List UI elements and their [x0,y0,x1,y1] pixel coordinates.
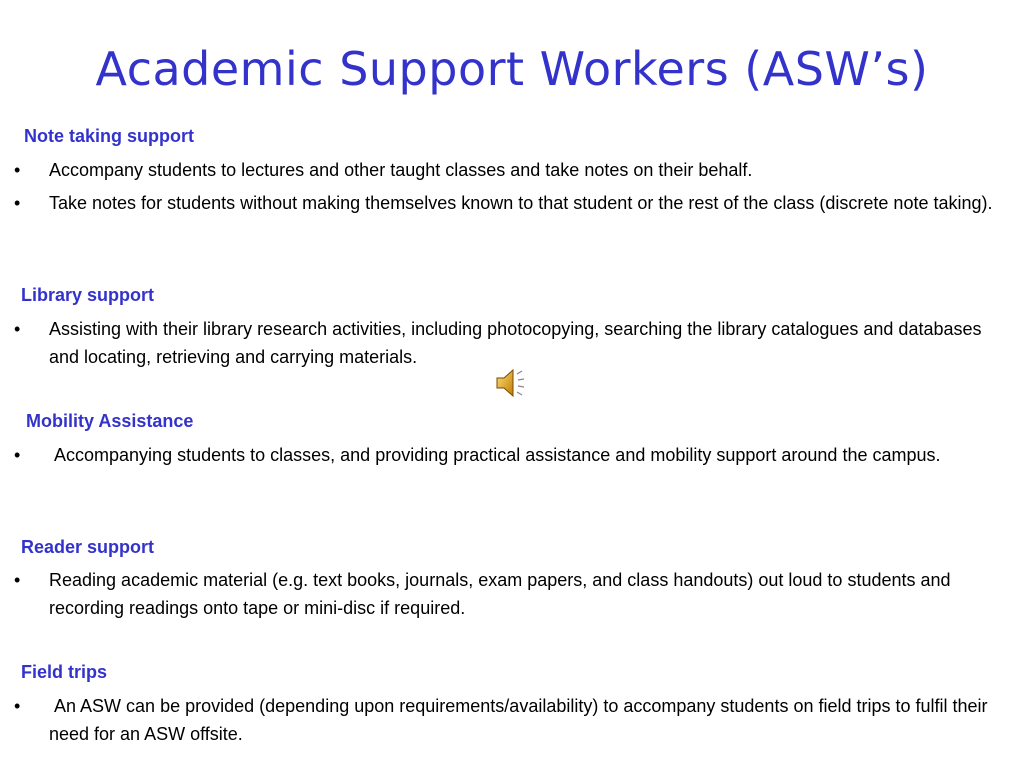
bullet-marker: • [14,319,21,339]
section-heading-field-trips: Field trips [21,662,108,682]
bullet-text: An ASW can be provided (depending upon requirements/availability) to accompany students on field trips to fulfil their need for an ASW offsite. [49,696,993,744]
bullet-marker: • [14,445,21,465]
bullet-text: Reading academic material (e.g. text books, journals, exam papers, and class handouts) out loud to students and recording readings onto tape or mini-disc if required. [49,570,951,618]
bullet-marker: • [14,160,21,180]
bullet-marker: • [14,696,21,716]
bullet-text: Accompany students to lectures and other taught classes and take notes on their behalf. [49,160,753,180]
bullet-marker: • [14,193,21,213]
section-heading-note-taking: Note taking support [24,126,194,146]
slide-title: Academic Support Workers (ASW’s) [95,42,929,96]
speaker-icon[interactable] [494,366,528,400]
bullet-text: Accompanying students to classes, and providing practical assistance and mobility support around the campus. [49,445,941,465]
section-heading-reader: Reader support [21,537,155,557]
section-heading-mobility: Mobility Assistance [26,411,194,431]
bullet-text: Take notes for students without making themselves known to that student or the rest of the class (discrete note taking). [49,193,993,213]
section-heading-library: Library support [21,285,155,305]
bullet-marker: • [14,570,21,590]
bullet-text: Assisting with their library research activities, including photocopying, searching the library catalogues and databases and locating, retrieving and carrying materials. [49,319,982,367]
